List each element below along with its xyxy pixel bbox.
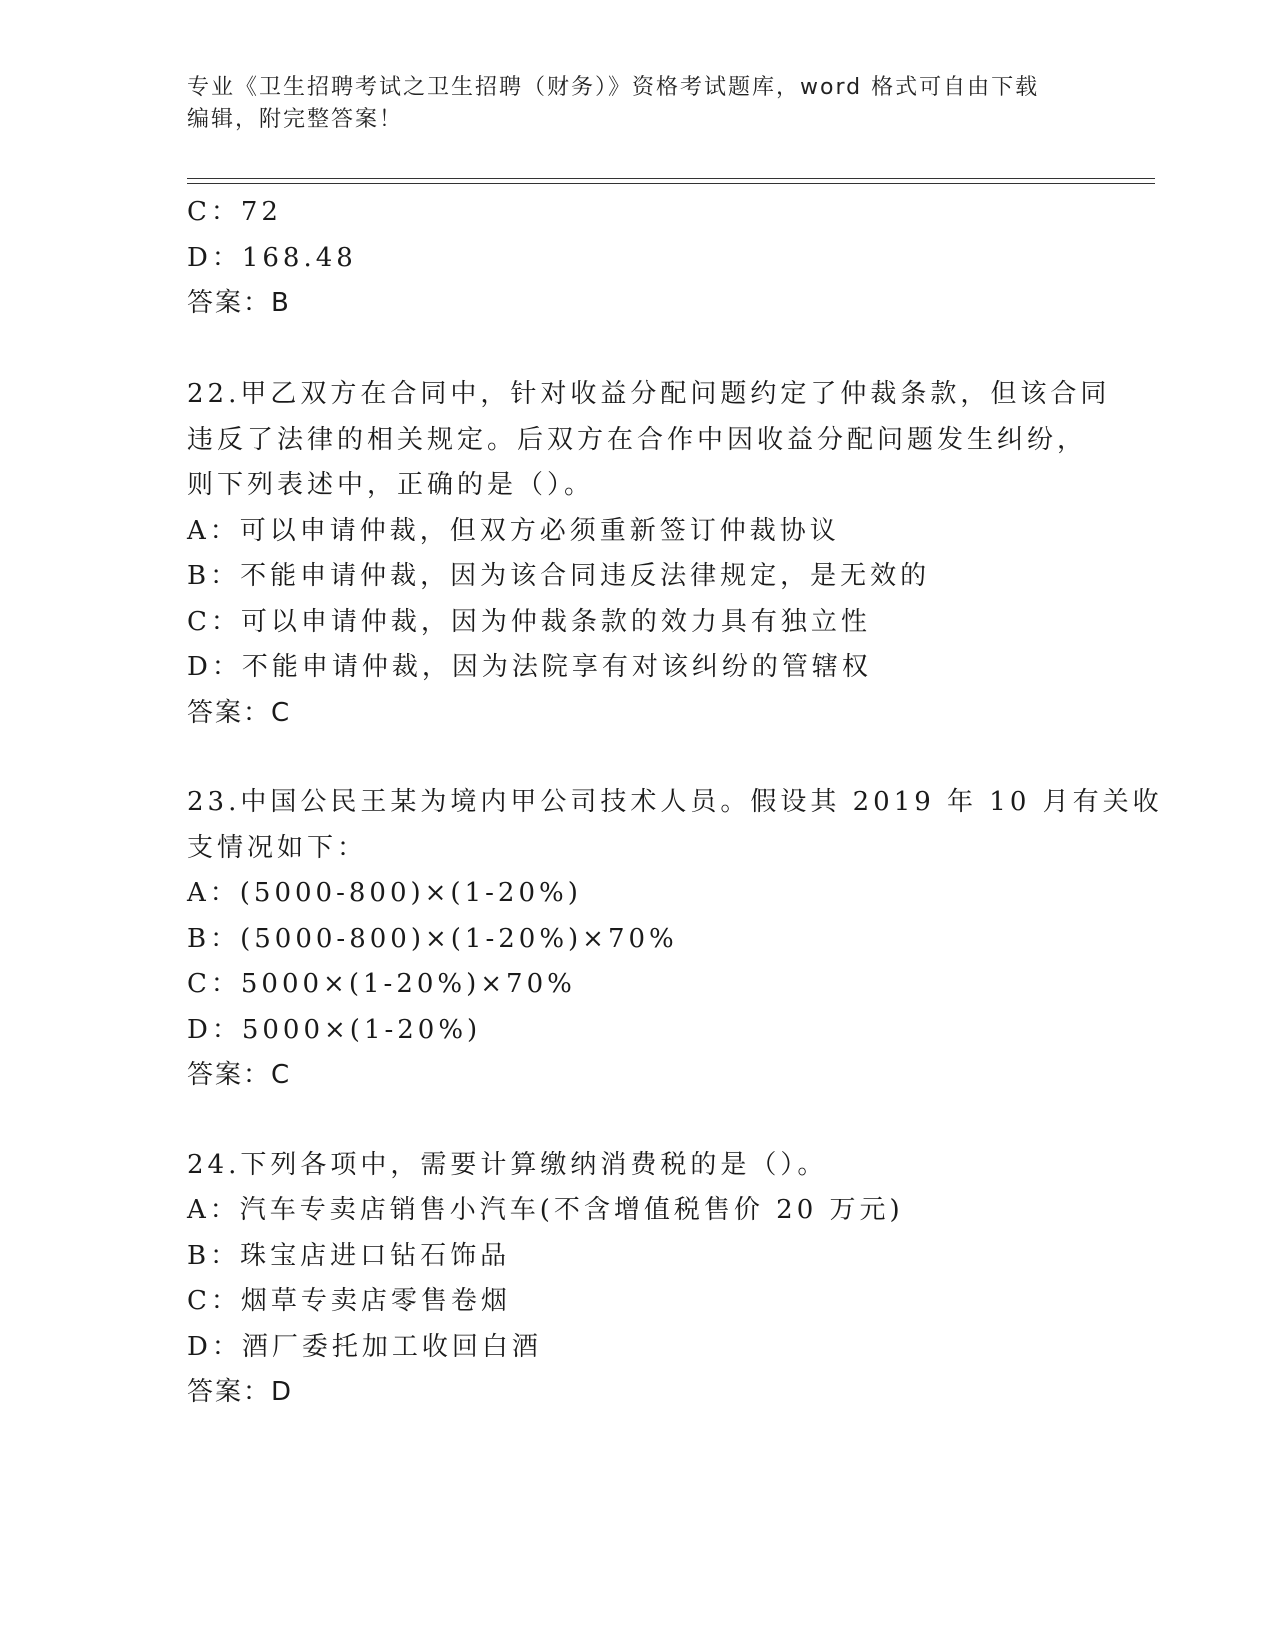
option-d: D：168.48 [187,242,357,273]
header-divider-top [187,178,1155,179]
answer: 答案：B [187,288,291,318]
option-c: C：可以申请仲裁，因为仲裁条款的效力具有独立性 [187,606,871,637]
header-divider-bottom [187,183,1155,184]
header-title-line-2: 编辑，附完整答案！ [187,107,404,132]
question-stem: 24.下列各项中，需要计算缴纳消费税的是（）。 [187,1149,828,1180]
option-b: B：(5000-800)×(1-20%)×70% [187,923,678,954]
question-22 [187,372,1111,736]
question-23 [187,780,1163,1099]
option-c: C：72 [187,197,282,227]
option-c: C：5000×(1-20%)×70% [187,969,576,999]
option-b: B：珠宝店进口钻石饰品 [187,1240,511,1271]
option-a: A：汽车专卖店销售小汽车(不含增值税售价 20 万元) [187,1195,904,1225]
answer: 答案：C [187,697,292,728]
question-21 [187,190,1087,327]
question-stem: 23.中国公民王某为境内甲公司技术人员。假设其 2019 年 10 月有关收 [187,787,1163,817]
answer: 答案：C [187,1060,292,1090]
option-a: A：(5000-800)×(1-20%) [187,878,582,908]
question-stem: 22.甲乙双方在合同中，针对收益分配问题约定了仲裁条款，但该合同 [187,379,1111,409]
spacer [187,327,1087,373]
spacer [187,736,1087,780]
question-24 [187,1143,1087,1416]
question-stem: 则下列表述中，正确的是（）。 [187,470,595,500]
header-title-line-1: 专业《卫生招聘考试之卫生招聘（财务）》资格考试题库，word 格式可自由下载 [187,75,1040,100]
option-d: D：酒厂委托加工收回白酒 [187,1331,542,1362]
option-c: C：烟草专卖店零售卷烟 [187,1286,511,1316]
option-b: B：不能申请仲裁，因为该合同违反法律规定，是无效的 [187,561,931,591]
option-d: D：不能申请仲裁，因为法院享有对该纠纷的管辖权 [187,652,872,682]
question-stem: 违反了法律的相关规定。后双方在合作中因收益分配问题发生纠纷， [187,424,1088,455]
question-stem: 支情况如下： [187,832,368,863]
spacer [187,1099,1087,1143]
question-list [187,190,1163,1416]
answer: 答案：D [187,1377,294,1407]
option-a: A：可以申请仲裁，但双方必须重新签订仲裁协议 [187,515,840,546]
option-d: D：5000×(1-20%) [187,1014,482,1045]
document-header [187,72,1087,136]
